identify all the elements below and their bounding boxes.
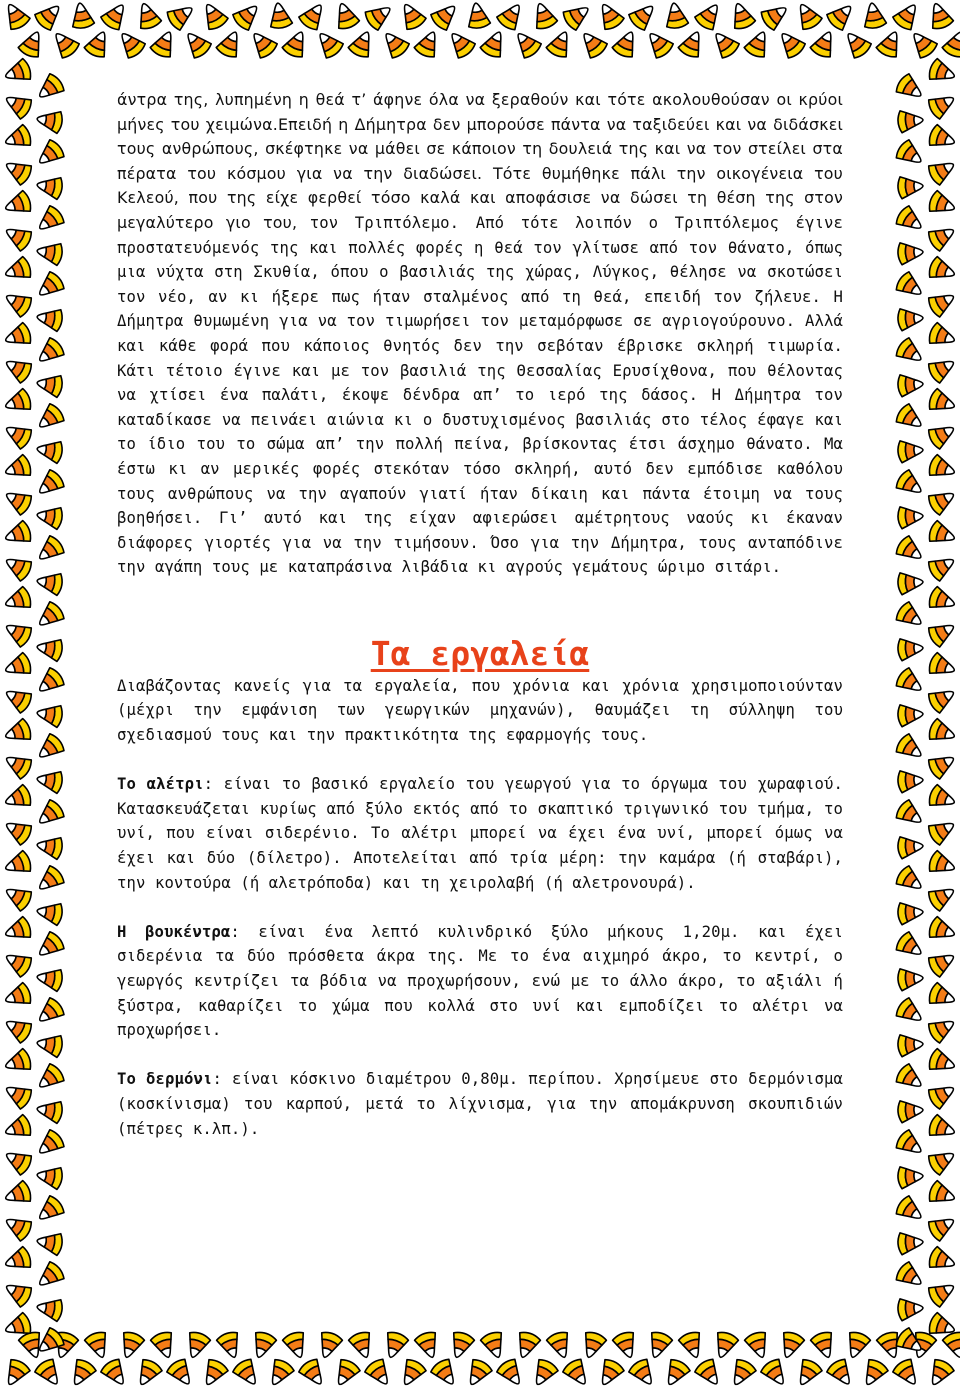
candy-corn-icon: [642, 27, 675, 60]
candy-corn-icon: [927, 520, 958, 549]
candy-corn-icon: [348, 1330, 377, 1361]
candy-corn-icon: [35, 702, 63, 728]
candy-corn-icon: [2, 58, 33, 87]
candy-corn-icon: [611, 28, 642, 60]
candy-corn-icon: [99, 1357, 131, 1389]
candy-corn-icon: [33, 996, 66, 1029]
candy-corn-icon: [35, 438, 63, 464]
candy-corn-icon: [897, 1165, 924, 1189]
tool-description: : είναι το βασικό εργαλείο του γεωργού για το όργωμα του χωραφιού. Κατασκευάζεται κυρίως από ξύλο εκτός από το σκαπτικό τριγωνικό του τμήμα, το υνί, που είναι σιδερένιο. Το αλέτρι μπορεί να έχει ένα υνί, μπορεί όμως να έχει και δύο (δίλετρο). Αποτελείται από τρία μέρη: την καμάρα (ή σταβάρι), την κοντούρα (ή αλετρόποδα) και τη χειρολαβή (ή αλετρονουρά).: [117, 775, 843, 892]
candy-corn-icon: [926, 749, 959, 781]
candy-corn-icon: [479, 28, 510, 60]
candy-corn-icon: [480, 1330, 509, 1361]
candy-corn-icon: [312, 27, 345, 60]
candy-corn-icon: [35, 966, 63, 992]
candy-corn-icon: [842, 1330, 871, 1361]
candy-corn-icon: [33, 666, 66, 699]
candy-corn-icon: [281, 28, 312, 60]
candy-corn-icon: [1, 155, 34, 187]
candy-corn-icon: [678, 1330, 707, 1361]
candy-corn-icon: [33, 336, 66, 369]
candy-corn-icon: [33, 930, 66, 963]
candy-corn-icon: [1, 419, 34, 451]
candy-corn-icon: [774, 27, 807, 60]
candy-corn-icon: [116, 1330, 145, 1361]
candy-corn-icon: [444, 27, 477, 60]
candy-corn-icon: [446, 1330, 475, 1361]
candy-corn-icon: [17, 28, 48, 60]
candy-corn-icon: [894, 930, 927, 962]
candy-corn-icon: [926, 815, 959, 847]
candy-corn-icon: [894, 402, 927, 434]
candy-corn-icon: [759, 1357, 791, 1389]
candy-corn-icon: [99, 0, 131, 32]
candy-corn-icon: [897, 439, 924, 463]
candy-corn-icon: [894, 996, 927, 1028]
candy-corn-icon: [926, 1211, 959, 1243]
candy-corn-icon: [2, 520, 33, 549]
tool-plough: [117, 772, 843, 895]
candy-corn-icon: [2, 586, 33, 615]
candy-corn-icon: [35, 1164, 63, 1190]
candy-corn-icon: [2, 322, 33, 351]
candy-corn-icon: [396, 1357, 428, 1389]
candy-corn-icon: [35, 636, 63, 662]
candy-corn-icon: [578, 1330, 607, 1361]
candy-corn-icon: [612, 1330, 641, 1361]
candy-corn-icon: [897, 571, 924, 595]
candy-corn-icon: [941, 28, 960, 60]
candy-corn-icon: [1, 89, 34, 121]
candy-corn-icon: [926, 1145, 959, 1177]
candy-corn-icon: [876, 1330, 905, 1361]
candy-corn-icon: [897, 175, 924, 199]
candy-corn-icon: [495, 0, 527, 32]
candy-corn-icon: [924, 1357, 956, 1389]
candy-corn-icon: [897, 637, 924, 661]
candy-corn-icon: [2, 652, 33, 681]
candy-corn-icon: [894, 1326, 927, 1358]
candy-corn-icon: [926, 221, 959, 253]
candy-corn-icon: [897, 241, 924, 265]
page-content: [117, 88, 843, 1141]
candy-corn-icon: [894, 204, 927, 236]
candy-corn-icon: [663, 1, 689, 29]
candy-corn-icon: [331, 0, 360, 31]
candy-corn-icon: [2, 124, 33, 153]
candy-corn-icon: [926, 485, 959, 517]
candy-corn-icon: [894, 666, 927, 698]
candy-corn-icon: [35, 174, 63, 200]
candy-corn-icon: [894, 270, 927, 302]
candy-corn-icon: [875, 28, 906, 60]
candy-corn-icon: [840, 27, 873, 60]
candy-corn-icon: [35, 1230, 63, 1256]
candy-corn-icon: [927, 322, 958, 351]
candy-corn-icon: [927, 982, 958, 1011]
candy-corn-icon: [894, 72, 927, 104]
candy-corn-icon: [891, 1357, 923, 1389]
candy-corn-icon: [927, 784, 958, 813]
candy-corn-icon: [897, 1231, 924, 1255]
candy-corn-icon: [216, 1330, 245, 1361]
candy-corn-icon: [2, 718, 33, 747]
candy-corn-icon: [33, 468, 66, 501]
candy-corn-icon: [926, 551, 959, 583]
candy-corn-icon: [462, 1357, 494, 1389]
candy-corn-icon: [809, 28, 840, 60]
candy-corn-icon: [926, 683, 959, 715]
tool-term: Η βουκέντρα: [117, 922, 231, 941]
candy-corn-icon: [2, 454, 33, 483]
candy-corn-icon: [149, 28, 180, 60]
candy-corn-icon: [465, 1, 491, 29]
tool-term: Το αλέτρι: [117, 775, 204, 794]
candy-corn-icon: [282, 1330, 311, 1361]
candy-corn-icon: [561, 0, 594, 32]
candy-corn-icon: [897, 835, 924, 859]
candy-corn-icon: [0, 1357, 32, 1389]
candy-corn-icon: [0, 0, 32, 32]
candy-corn-icon: [894, 864, 927, 896]
candy-corn-icon: [297, 0, 329, 32]
candy-corn-icon: [546, 1330, 575, 1361]
intro-sentence-2: Επειδή η Δήμητρα δεν μπορούσε πάντα να ταξιδεύει και να διδάσκει τους ανθρώπους, σκέφτηκε να μάθει σε κάποιον τη δουλειά της και να τον στείλει στα πέρατα του κόσμου για να την διαδώσει. Τότε θυμήθηκε πάλι την οικογένεια του Κελεού, που της είχε φερθεί τόσο καλά και αποφάσισε να δώσει τη θέση της στον μεγαλύτερο γιο του,: [117, 114, 844, 232]
candy-corn-icon: [926, 1013, 959, 1045]
candy-corn-icon: [2, 1180, 33, 1209]
candy-corn-icon: [198, 0, 230, 32]
section-title: Τα εργαλεία: [370, 633, 590, 673]
candy-corn-icon: [2, 916, 33, 945]
candy-corn-icon: [1, 683, 34, 715]
candy-corn-icon: [18, 1330, 47, 1361]
candy-corn-icon: [710, 1330, 739, 1361]
candy-corn-icon: [33, 1357, 65, 1389]
candy-corn-icon: [1, 1145, 34, 1177]
candy-corn-icon: [926, 881, 959, 913]
candy-corn-icon: [594, 0, 626, 32]
candy-corn-icon: [347, 28, 378, 60]
candy-corn-icon: [759, 0, 792, 32]
candy-corn-icon: [594, 1357, 626, 1389]
candy-corn-icon: [897, 1297, 924, 1321]
candy-corn-icon: [512, 1330, 541, 1361]
candy-corn-icon: [2, 1048, 33, 1077]
candy-corn-icon: [894, 798, 927, 830]
candy-corn-icon: [897, 1033, 924, 1057]
candy-corn-icon: [627, 0, 660, 32]
candy-corn-icon: [1, 551, 34, 583]
candy-corn-icon: [660, 1357, 692, 1389]
candy-corn-icon: [897, 373, 924, 397]
candy-corn-icon: [33, 1326, 66, 1359]
candy-corn-icon: [33, 402, 66, 435]
section-lead: Διαβάζοντας κανείς για τα εργαλεία, που χρόνια και χρόνια χρησιμοποιούνταν (μέχρι την εμφάνιση των γεωργικών μηχανών), θαυμάζει τη σύλληψη του σχεδιασμού τους και την πρακτικότητα της εφαρμογής τους.: [117, 676, 843, 745]
candy-corn-icon: [927, 1246, 958, 1275]
candy-corn-icon: [926, 155, 959, 187]
candy-corn-icon: [33, 600, 66, 633]
candy-corn-icon: [114, 27, 147, 60]
candy-corn-icon: [246, 27, 279, 60]
candy-corn-icon: [894, 732, 927, 764]
candy-corn-icon: [2, 1312, 33, 1341]
candy-corn-icon: [2, 1246, 33, 1275]
candy-corn-icon: [35, 900, 63, 926]
candy-corn-icon: [926, 947, 959, 979]
intro-paragraph: [117, 88, 843, 580]
candy-corn-icon: [297, 1357, 329, 1389]
candy-corn-icon: [248, 1330, 277, 1361]
candy-corn-icon: [413, 28, 444, 60]
candy-corn-icon: [132, 1357, 164, 1389]
candy-corn-icon: [906, 27, 939, 60]
candy-corn-icon: [33, 72, 66, 105]
candy-corn-icon: [33, 1260, 66, 1293]
candy-corn-icon: [35, 504, 63, 530]
candy-corn-icon: [825, 0, 858, 32]
candy-corn-icon: [743, 28, 774, 60]
candy-corn-icon: [495, 1357, 527, 1389]
candy-corn-icon: [50, 1330, 79, 1361]
candy-corn-icon: [2, 850, 33, 879]
candy-corn-icon: [1, 221, 34, 253]
candy-corn-icon: [414, 1330, 443, 1361]
candy-corn-icon: [33, 138, 66, 171]
candy-corn-icon: [894, 468, 927, 500]
candy-corn-icon: [33, 798, 66, 831]
candy-corn-icon: [33, 1128, 66, 1161]
candy-corn-icon: [2, 784, 33, 813]
candy-corn-icon: [1, 1013, 34, 1045]
candy-corn-icon: [925, 0, 954, 31]
candy-corn-icon: [1, 617, 34, 649]
candy-corn-icon: [897, 505, 924, 529]
candy-corn-icon: [35, 1296, 63, 1322]
candy-corn-icon: [693, 0, 725, 32]
candy-corn-icon: [726, 1357, 758, 1389]
candy-corn-icon: [510, 27, 543, 60]
candy-corn-icon: [927, 718, 958, 747]
candy-corn-icon: [927, 190, 958, 219]
intro-sentence-3: τον Τριπτόλεμο. Από τότε λοιπόν ο Τριπτόλεμος έγινε προστατευόμενός της και πολλές φορές η θεά τον γλίτωσε από τον θάνατο, όπως μια νύχτα στη Σκυθία, όπου ο βασιλιάς της χώρας, Λύγκος, θέλησε να σκοτώσει τον νέο, αν κι ήξερε πως ήταν σταλμένος από τη θεά, επειδή τον ζήλευε. Η Δήμητρα θυμωμένη για να τον τιμωρήσει τον μεταμόρφωσε σε αγριογούρουνο. Αλλά και κάθε φορά που κάποιος θνητός δεν την σεβόταν έβρισκε σκληρή τιμωρία. Κάτι τέτοιο έγινε και με τον βασιλιά της Θεσσαλίας Ερυσίχθονα, που θέλοντας να χτίσει ένα παλάτι, έκοψε δένδρα απ’ το ιερό της δάσος. Η Δήμητρα τον καταδίκασε να πεινάει αιώνια κι ο δυστυχισμένος βασιλιάς στο τέλος έφαγε και το ίδιο του το σώμα απ’ την πολλή πείνα, βρίσκοντας έτσι άσχημο θάνατο. Μα έστω κι αν μερικές φορές στεκόταν τόσο σκληρή, αυτό δεν εμπόδισε καθόλου τους ανθρώπους να την αγαπούν γιατί ήταν δίκαιη και πάντα έτοιμη να τους βοηθήσει. Γι’ αυτό και της είχαν αφιερώσει αμέτρητους ναούς κι έκαναν διάφορες γιορτές για να την τιμήσουν. Όσο για την Δήμητρα, τους ανταπόδινε την αγάπη τους με καταπράσινα λιβάδια κι αγρούς γεμάτους ώριμο σιτάρι.: [117, 213, 844, 577]
candy-corn-icon: [927, 916, 958, 945]
candy-corn-icon: [926, 353, 959, 385]
candy-corn-icon: [561, 1357, 593, 1389]
candy-corn-icon: [1, 815, 34, 847]
candy-corn-icon: [927, 124, 958, 153]
candy-corn-icon: [926, 419, 959, 451]
candy-corn-icon: [644, 1330, 673, 1361]
candy-corn-icon: [33, 1062, 66, 1095]
candy-corn-icon: [894, 138, 927, 170]
candy-corn-icon: [35, 1098, 63, 1124]
candy-corn-icon: [927, 850, 958, 879]
candy-corn-icon: [1, 485, 34, 517]
candy-corn-icon: [1, 881, 34, 913]
candy-corn-icon: [897, 109, 924, 133]
candy-corn-icon: [908, 1330, 937, 1361]
candy-corn-icon: [927, 454, 958, 483]
candy-corn-icon: [165, 1357, 197, 1389]
candy-corn-icon: [429, 0, 462, 32]
candy-corn-icon: [627, 1357, 659, 1389]
candy-corn-icon: [83, 28, 114, 60]
candy-corn-icon: [576, 27, 609, 60]
candy-corn-icon: [894, 1260, 927, 1292]
candy-corn-icon: [897, 967, 924, 991]
candy-corn-icon: [363, 0, 396, 32]
candy-corn-icon: [545, 28, 576, 60]
candy-corn-icon: [927, 586, 958, 615]
candy-corn-icon: [2, 256, 33, 285]
tool-goad: [117, 920, 843, 1043]
candy-corn-icon: [894, 1194, 927, 1226]
candy-corn-icon: [35, 108, 63, 134]
candy-corn-icon: [84, 1330, 113, 1361]
candy-corn-icon: [926, 89, 959, 121]
candy-corn-icon: [894, 534, 927, 566]
candy-corn-icon: [215, 28, 246, 60]
candy-corn-icon: [708, 27, 741, 60]
candy-corn-icon: [198, 1357, 230, 1389]
candy-corn-icon: [1, 353, 34, 385]
candy-corn-icon: [35, 372, 63, 398]
candy-corn-icon: [429, 1357, 461, 1389]
candy-corn-icon: [927, 652, 958, 681]
candy-corn-icon: [825, 1357, 857, 1389]
candy-corn-icon: [330, 1357, 362, 1389]
tool-description: : είναι ένα λεπτό κυλινδρικό ξύλο μήκους 1,20μ. και έχει σιδερένια τα δύο πρόσθετα άκρα της. Με το ένα αιχμηρό άκρο, το κεντρί, ο γεωργός κεντρίζει τα βόδια να προχωρήσουν, ενώ με το άλλο άκρο, το αξιάλι ή ξύστρα, καθαρίζει το χώμα που κολλά στο υνί και εμποδίζει το αλέτρι να προχωρήσει.: [117, 922, 843, 1040]
candy-corn-icon: [35, 570, 63, 596]
candy-corn-icon: [897, 307, 924, 331]
candy-corn-icon: [33, 732, 66, 765]
candy-corn-icon: [926, 1277, 959, 1309]
candy-corn-icon: [182, 1330, 211, 1361]
candy-corn-icon: [380, 1330, 409, 1361]
candy-corn-icon: [33, 534, 66, 567]
candy-corn-icon: [1, 947, 34, 979]
candy-corn-icon: [810, 1330, 839, 1361]
candy-corn-icon: [2, 388, 33, 417]
candy-corn-icon: [727, 0, 756, 31]
candy-corn-icon: [33, 270, 66, 303]
candy-corn-icon: [861, 1, 887, 29]
candy-corn-icon: [792, 0, 824, 32]
candy-corn-icon: [693, 1357, 725, 1389]
candy-corn-icon: [926, 617, 959, 649]
candy-corn-icon: [133, 0, 162, 31]
candy-corn-icon: [927, 256, 958, 285]
candy-corn-icon: [927, 58, 958, 87]
candy-corn-icon: [927, 1312, 958, 1341]
candy-corn-icon: [378, 27, 411, 60]
candy-corn-icon: [66, 1357, 98, 1389]
candy-corn-icon: [1, 1277, 34, 1309]
candy-corn-icon: [267, 1, 293, 29]
candy-corn-icon: [927, 1048, 958, 1077]
candy-corn-icon: [1, 1211, 34, 1243]
candy-corn-icon: [2, 190, 33, 219]
candy-corn-icon: [942, 1330, 960, 1361]
candy-corn-icon: [894, 600, 927, 632]
candy-corn-icon: [776, 1330, 805, 1361]
candy-corn-icon: [35, 834, 63, 860]
candy-corn-icon: [231, 0, 264, 32]
candy-corn-icon: [1, 1079, 34, 1111]
candy-corn-icon: [180, 27, 213, 60]
candy-corn-icon: [677, 28, 708, 60]
candy-corn-icon: [927, 1114, 958, 1143]
candy-corn-icon: [396, 0, 428, 32]
candy-corn-icon: [744, 1330, 773, 1361]
candy-corn-icon: [314, 1330, 343, 1361]
candy-corn-icon: [897, 769, 924, 793]
candy-corn-icon: [264, 1357, 296, 1389]
candy-corn-icon: [165, 0, 198, 32]
candy-corn-icon: [33, 204, 66, 237]
candy-corn-icon: [2, 982, 33, 1011]
candy-corn-icon: [35, 240, 63, 266]
candy-corn-icon: [35, 306, 63, 332]
candy-corn-icon: [1, 287, 34, 319]
candy-corn-icon: [529, 0, 558, 31]
candy-corn-icon: [858, 1357, 890, 1389]
candy-corn-icon: [69, 1, 95, 29]
candy-corn-icon: [231, 1357, 263, 1389]
candy-corn-icon: [894, 1128, 927, 1160]
candy-corn-icon: [894, 1062, 927, 1094]
candy-corn-icon: [894, 336, 927, 368]
tool-sieve: [117, 1067, 843, 1141]
candy-corn-icon: [891, 0, 923, 32]
candy-corn-icon: [897, 703, 924, 727]
candy-corn-icon: [33, 0, 66, 32]
candy-corn-icon: [927, 388, 958, 417]
candy-corn-icon: [897, 901, 924, 925]
intro-sentence-1: άντρα της, λυπημένη η θεά τ’ άφηνε όλα να ξεραθούν και τότε ακολουθούσαν οι κρύοι μήνες του χειμώνα.: [117, 90, 843, 134]
candy-corn-icon: [35, 768, 63, 794]
candy-corn-icon: [33, 1194, 66, 1227]
candy-corn-icon: [33, 864, 66, 897]
candy-corn-icon: [897, 1099, 924, 1123]
candy-corn-icon: [35, 1032, 63, 1058]
candy-corn-icon: [792, 1357, 824, 1389]
candy-corn-icon: [48, 27, 81, 60]
tool-description: : είναι κόσκινο διαμέτρου 0,80μ. περίπου. Χρησίμευε στο δερμόνισμα (κοσκίνισμα) του καρπού, μετά το λίχνισμα, για την απομάκρυνση σκουπιδιών (πέτρες κ.λπ.).: [117, 1070, 843, 1138]
candy-corn-icon: [528, 1357, 560, 1389]
candy-corn-icon: [926, 1079, 959, 1111]
candy-corn-icon: [1, 749, 34, 781]
tool-term: Το δερμόνι: [117, 1070, 213, 1089]
candy-corn-icon: [363, 1357, 395, 1389]
candy-corn-icon: [927, 1180, 958, 1209]
candy-corn-icon: [150, 1330, 179, 1361]
candy-corn-icon: [926, 287, 959, 319]
candy-corn-icon: [2, 1114, 33, 1143]
